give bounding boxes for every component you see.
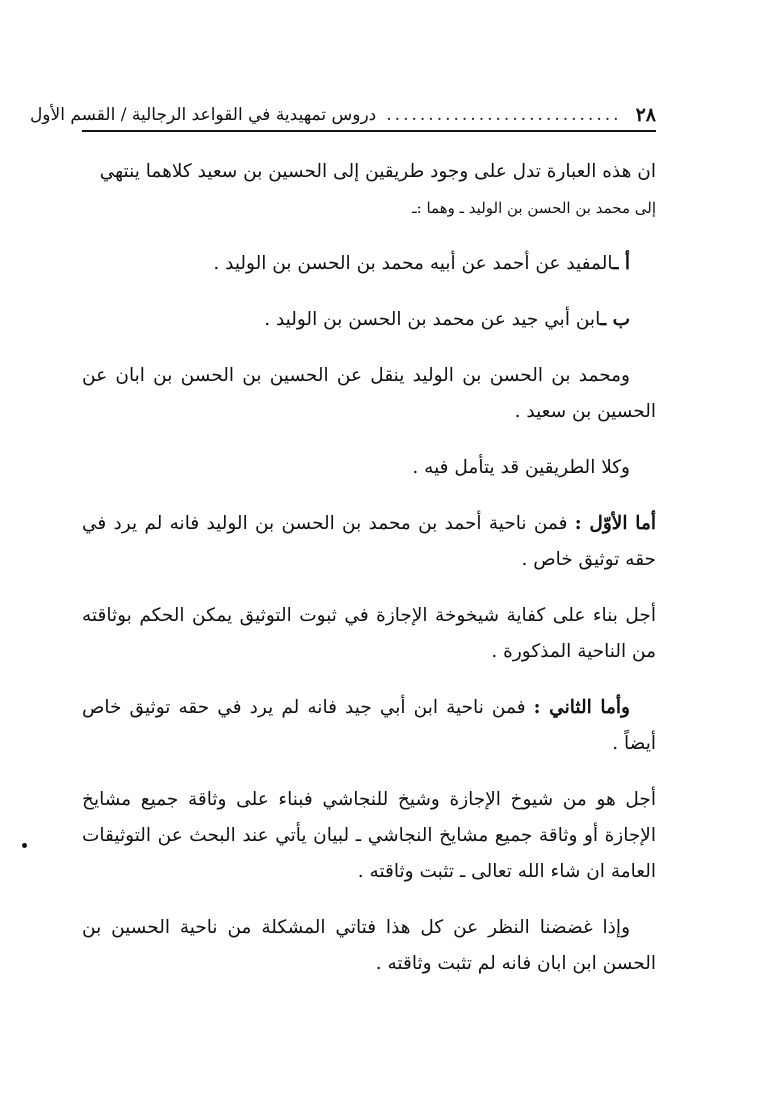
paragraph-9 bbox=[82, 782, 656, 890]
page-number: ٢٨ bbox=[635, 104, 656, 126]
paragraph-8 bbox=[82, 690, 656, 762]
running-title: دروس تمهيدية في القواعد الرجالية / القسم الأول bbox=[29, 105, 377, 125]
paragraph-2 bbox=[82, 246, 656, 282]
paragraph-2-text: المفيد عن أحمد عن أبيه محمد بن الحسن بن الوليد . bbox=[213, 253, 613, 274]
paragraph-5-text: وكلا الطريقين قد يتأمل فيه . bbox=[412, 457, 630, 478]
paragraph-4 bbox=[82, 358, 656, 430]
paragraph-10 bbox=[82, 910, 656, 982]
paragraph-7-text: أجل بناء على كفاية شيخوخة الإجازة في ثبوت التوثيق يمكن الحكم بوثاقته من الناحية المذكورة . bbox=[82, 605, 656, 662]
paragraph-1 bbox=[82, 154, 656, 226]
running-header bbox=[29, 100, 656, 132]
paragraph-8-lead: وأما الثاني : bbox=[533, 697, 630, 718]
paragraph-4-text: ومحمد بن الحسن بن الوليد ينقل عن الحسين بن الحسن بن ابان عن الحسين بن سعيد . bbox=[82, 365, 656, 422]
header-dot-leader: ............................ bbox=[386, 105, 622, 125]
paragraph-1-text-cont: إلى محمد بن الحسن بن الوليد ـ وهما :ـ bbox=[412, 199, 656, 217]
paragraph-3 bbox=[82, 302, 656, 338]
paragraph-1-text: ان هذه العبارة تدل على وجود طريقين إلى الحسين بن سعيد كلاهما ينتهي bbox=[99, 161, 656, 182]
paragraph-6 bbox=[82, 506, 656, 578]
paragraph-5 bbox=[82, 450, 656, 486]
paragraph-3-lead: ب ـ bbox=[600, 309, 630, 330]
paragraph-9-text: أجل هو من شيوخ الإجازة وشيخ للنجاشي فبناء على وثاقة جميع مشايخ الإجازة أو وثاقة جميع مشايخ النجاشي ـ لبيان يأتي عند البحث عن التوثيقات العامة ان شاء الله تعالى ـ تثبت وثاقته . bbox=[82, 789, 656, 882]
paragraph-6-lead: أما الأوّل : bbox=[574, 513, 656, 534]
paragraph-8-text: فمن ناحية ابن أبي جيد فانه لم يرد في حقه توثيق خاص أيضاً . bbox=[82, 697, 656, 754]
paragraph-7 bbox=[82, 598, 656, 670]
paragraph-10-text: وإذا غضضنا النظر عن كل هذا فتاتي المشكلة من ناحية الحسين بن الحسن ابن ابان فانه لم تثبت وثاقته . bbox=[82, 917, 656, 974]
paragraph-6-text: فمن ناحية أحمد بن محمد بن الحسن بن الوليد فانه لم يرد في حقه توثيق خاص . bbox=[82, 513, 656, 570]
margin-dot-mark bbox=[22, 843, 27, 848]
paragraph-3-text: ابن أبي جيد عن محمد بن الحسن بن الوليد . bbox=[264, 309, 601, 330]
page-body bbox=[82, 154, 656, 1002]
paragraph-2-lead: أ ـ bbox=[612, 253, 630, 274]
